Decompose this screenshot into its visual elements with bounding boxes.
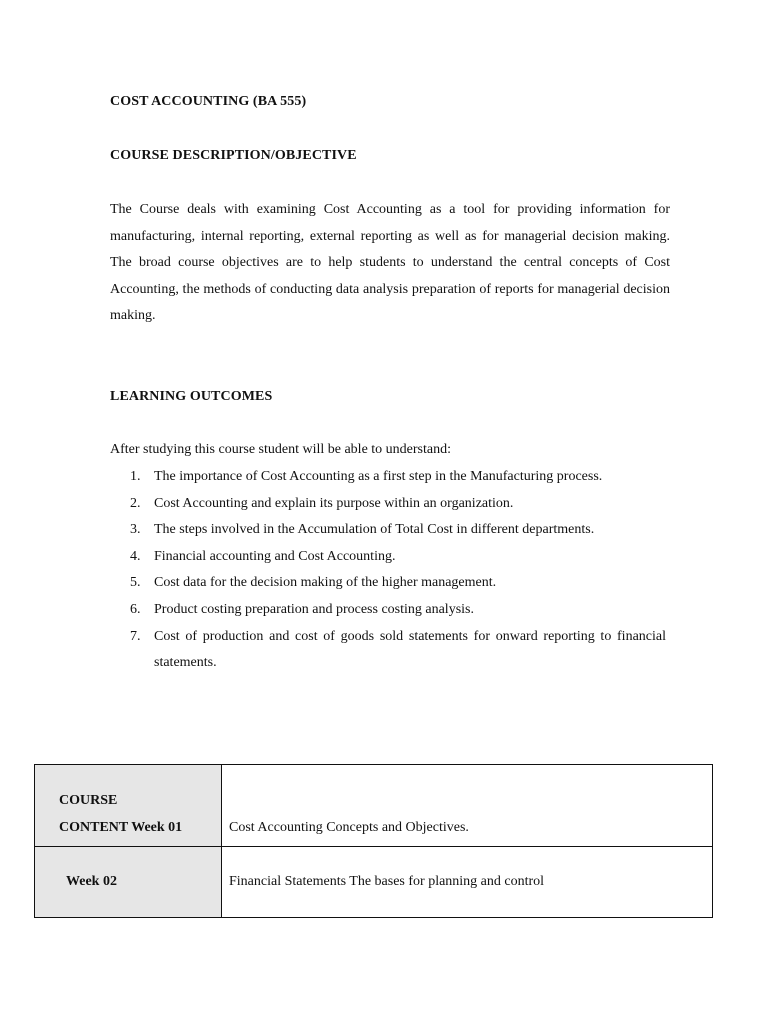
description-heading: COURSE DESCRIPTION/OBJECTIVE [110,148,357,163]
outcomes-list [130,464,666,677]
course-content-table [34,764,713,918]
table-value-cell [222,847,713,918]
table-label-cell [35,765,222,847]
item-text: The steps involved in the Accumulation of Total Cost in different departments. [154,522,595,538]
course-title: COST ACCOUNTING (BA 555) [110,94,307,109]
item-text: The importance of Cost Accounting as a first step in the Manufacturing process. [154,469,603,484]
item-text: Financial accounting and Cost Accounting. [154,548,396,564]
table-value-cell [222,765,713,847]
week-topic: Cost Accounting Concepts and Objectives. [229,819,469,835]
item-number: 4. [130,548,141,564]
list-item [130,624,666,677]
item-text: Cost data for the decision making of the higher management. [154,575,497,591]
item-number: 3. [130,522,141,538]
list-item [130,597,666,624]
list-item [130,464,666,491]
item-number: 1. [130,469,141,484]
table-row [35,847,713,918]
list-item [130,517,666,544]
outcomes-heading: LEARNING OUTCOMES [110,389,273,404]
item-text: Cost Accounting and explain its purpose within an organization. [154,495,514,511]
label-line: COURSE [59,792,118,808]
table-label-cell [35,847,222,918]
label-line: CONTENT Week 01 [59,819,183,835]
item-text: Cost of production and cost of goods sold statements for onward reporting to financial statements. [154,628,666,671]
item-number: 6. [130,601,141,617]
week-topic: Financial Statements The bases for planning and control [229,874,545,889]
list-item [130,491,666,518]
item-number: 2. [130,495,141,511]
outcomes-intro: After studying this course student will be able to understand: [110,442,451,457]
list-item [130,544,666,571]
description-paragraph: The Course deals with examining Cost Accounting as a tool for providing information for manufacturing, internal reporting, external reporting as well as for managerial decision making. The broad course objectives are to help students to understand the central concepts of Cost Accounting, the methods of conducting data analysis preparation of reports for managerial decision making. [110,202,670,324]
item-text: Product costing preparation and process costing analysis. [154,601,474,617]
item-number: 7. [130,628,141,644]
list-item [130,570,666,597]
label-line: Week 02 [66,874,117,889]
item-number: 5. [130,575,141,591]
table-row [35,765,713,847]
